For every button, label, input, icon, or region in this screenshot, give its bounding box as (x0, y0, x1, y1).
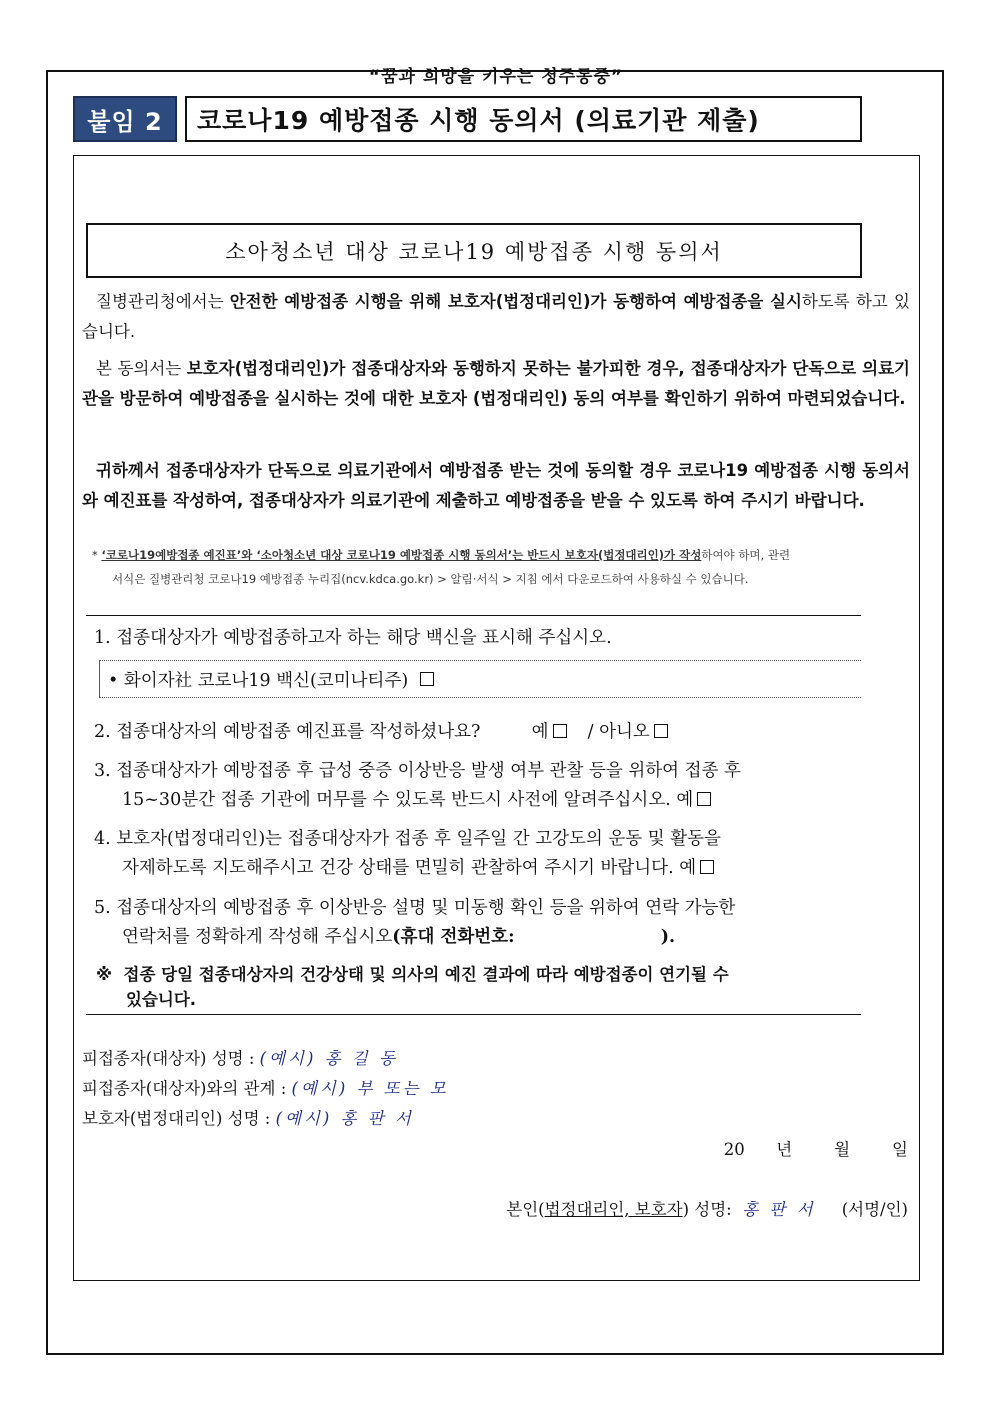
question-3-line-1: 3. 접종대상자가 예방접종 후 급성 중증 이상반응 발생 여부 관찰 등을 위하여 접종 후 (94, 761, 741, 781)
question-5-line-1: 5. 접종대상자의 예방접종 후 이상반응 설명 및 미동행 확인 등을 위하여 연락 가능한 (94, 898, 736, 918)
document-title: 코로나19 예방접종 시행 동의서 (의료기관 제출) (185, 96, 862, 142)
vaccine-label: • 화이자社 코로나19 백신(코미나티주) (108, 670, 409, 691)
p1-text-c: 하도록 하고 있습니다. (82, 292, 910, 341)
note-star: * (92, 548, 102, 562)
guardian-signature-name[interactable]: 홍 판 서 (742, 1200, 816, 1219)
date-line: 20 년 월 일 (723, 1140, 908, 1159)
q4-yes-checkbox[interactable] (700, 860, 714, 874)
q4-text: 자제하도록 지도해주시고 건강 상태를 면밀히 관찰하여 주시기 바랍니다. (122, 858, 674, 878)
q4-yes-label: 예 (679, 858, 697, 878)
subject-name-example[interactable]: (예시) 홍 길 동 (259, 1049, 398, 1068)
question-2 (94, 718, 859, 747)
question-3-line-2 (94, 786, 887, 815)
guidance-note-line2: 서식은 질병관리청 코로나19 예방접종 누리집(ncv.kdca.go.kr) > 알림·서식 > 지침 에서 다운로드하여 사용하실 수 있습니다. (112, 572, 749, 586)
intro-paragraph-1 (82, 287, 910, 346)
divider-top (86, 615, 861, 616)
q3-text: 15~30분간 접종 기관에 머무를 수 있도록 반드시 사전에 알려주십시오. (122, 790, 671, 810)
question-5-line-2 (94, 923, 887, 952)
subject-name-label: 피접종자(대상자) 성명 : (82, 1049, 260, 1068)
sig-mid: ) 성명: (682, 1200, 743, 1219)
p2-text-a: 본 동의서는 (96, 359, 187, 378)
note-bold: ‘코로나19예방접종 예진표’와 ‘소아청소년 대상 코로나19 예방접종 시행 동의서’는 반드시 보호자(법정대리인)가 작성 (101, 548, 702, 562)
guardian-name-row (82, 1108, 414, 1130)
question-1: 1. 접종대상자가 예방접종하고자 하는 해당 백신을 표시해 주십시오. (94, 628, 612, 648)
question-4-line-2 (94, 854, 887, 883)
q2-no-label: / 아니오 (587, 722, 650, 742)
guidance-note (92, 544, 910, 567)
q2-text: 2. 접종대상자의 예방접종 예진표를 작성하셨나요? (94, 722, 481, 742)
divider-bottom (86, 1014, 861, 1015)
sig-prefix: 본인( (506, 1200, 545, 1219)
vaccine-checkbox[interactable] (420, 672, 434, 686)
relation-example[interactable]: (예시) 부 또는 모 (291, 1079, 449, 1098)
warning-line-2: 있습니다. (126, 990, 197, 1009)
note-rest: 하여야 하며, 관련 (701, 548, 791, 562)
q2-yes-checkbox[interactable] (553, 724, 567, 738)
warning-mark-icon: ※ (96, 965, 113, 984)
guardian-signature-line (506, 1196, 908, 1220)
q2-yes-label: 예 (531, 722, 549, 742)
q5-text: 연락처를 정확하게 작성해 주십시오 (122, 927, 393, 947)
vaccine-option (99, 660, 861, 698)
q3-yes-checkbox[interactable] (697, 792, 711, 806)
p2-text-bold: 보호자(법정대리인)가 접종대상자와 동행하지 못하는 불가피한 경우, 접종대상자가 단독으로 의료기관을 방문하여 예방접종을 실시하는 것에 대한 보호자 (법정대리인) 동의 여부를 확인하기 위하여 마련되었습니다. (82, 359, 911, 408)
guardian-name-label: 보호자(법정대리인) 성명 : (82, 1109, 276, 1128)
warning-line-1: 접종 당일 접종대상자의 건강상태 및 의사의 예진 결과에 따라 예방접종이 연기될 수 (123, 965, 729, 984)
q2-no-checkbox[interactable] (654, 724, 668, 738)
question-4-line-1: 4. 보호자(법정대리인)는 접종대상자가 접종 후 일주일 간 고강도의 운동 및 활동을 (94, 829, 721, 849)
relation-label: 피접종자(대상자)와의 관계 : (82, 1079, 292, 1098)
intro-paragraph-2 (82, 354, 910, 413)
phone-number-field[interactable]: (휴대 전화번호: ). (392, 927, 676, 947)
intro-paragraph-3: 귀하께서 접종대상자가 단독으로 의료기관에서 예방접종 받는 것에 동의할 경우 코로나19 예방접종 시행 동의서와 예진표를 작성하여, 접종대상자가 의료기관에 제출하고 예방접종을 받을 수 있도록 하여 주시기 바랍니다. (82, 461, 910, 510)
warning-note (96, 962, 861, 1012)
subject-name-row (82, 1048, 398, 1070)
p1-text-bold: 안전한 예방접종 시행을 위해 보호자(법정대리인)가 동행하여 예방접종을 실시 (229, 292, 802, 311)
school-slogan: “꿈과 희망을 키우는 청주동중” (368, 67, 624, 87)
sig-underlined: 법정대리인, 보호자 (544, 1200, 683, 1219)
attachment-badge: 붙임 2 (73, 96, 177, 142)
relation-row (82, 1078, 449, 1100)
guardian-name-example[interactable]: (예시) 홍 판 서 (275, 1109, 414, 1128)
sign-stamp-label: (서명/인) (815, 1200, 908, 1219)
consent-title: 소아청소년 대상 코로나19 예방접종 시행 동의서 (86, 223, 862, 278)
p1-text-a: 질병관리청에서는 (96, 292, 230, 311)
q3-yes-label: 예 (676, 790, 694, 810)
